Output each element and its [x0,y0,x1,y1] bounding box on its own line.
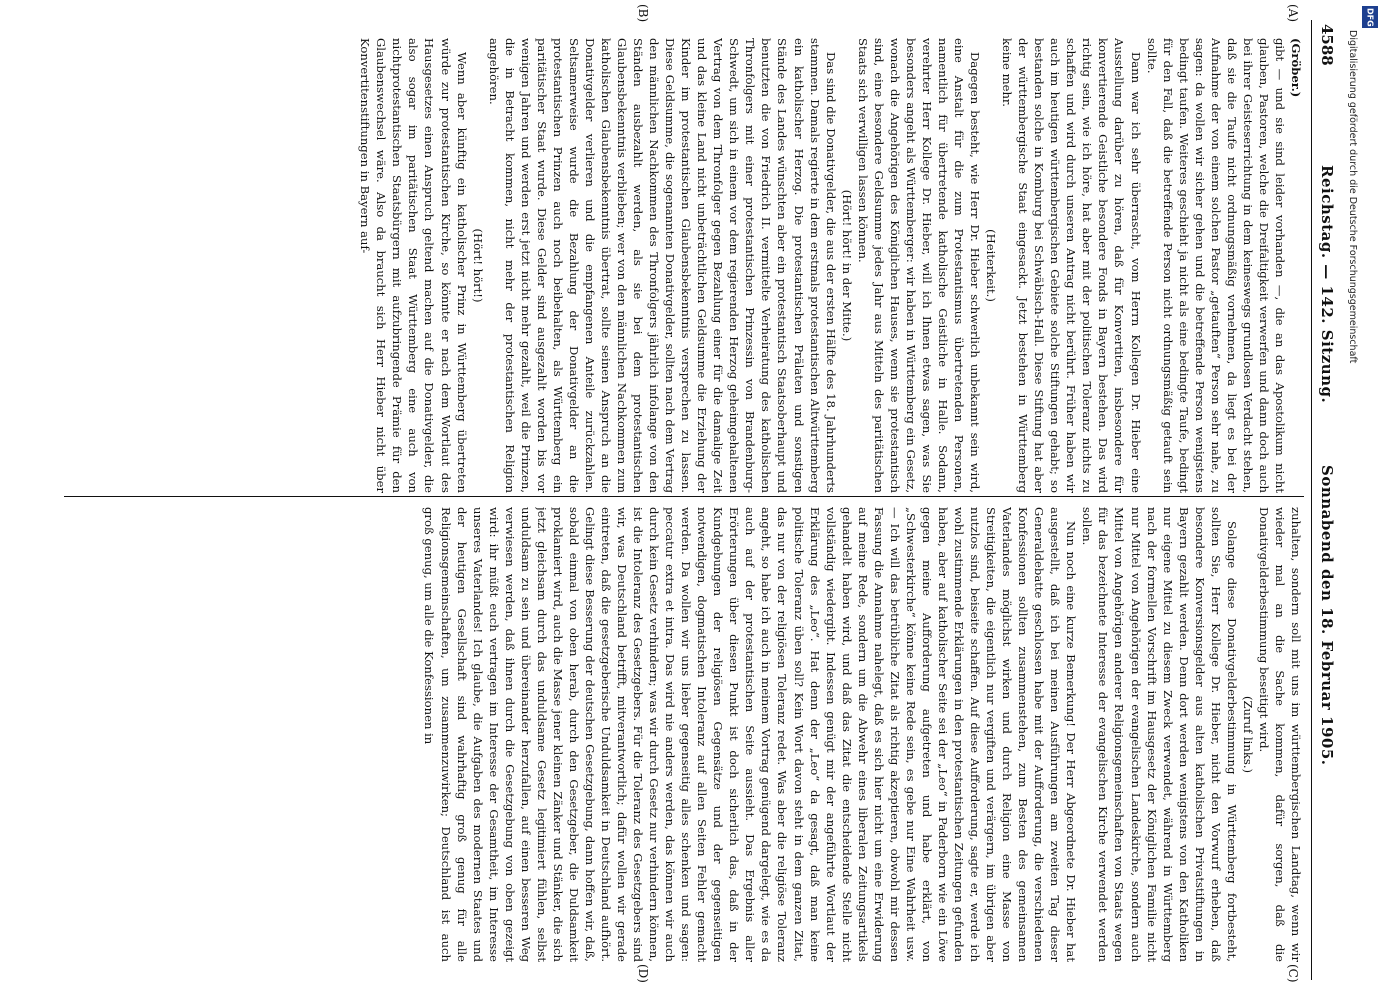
dfg-logo: DFG [1362,6,1378,28]
margin-marker-d: (D) [636,964,650,983]
speaker-label: (Gröber.) [1289,38,1303,98]
margin-marker-c: (C) [1286,964,1300,983]
digitization-note: Digitalisierung gefördert durch die Deutsche Forschungsgemeinschaft [1347,30,1358,364]
page-number: 4588 [1318,24,1336,66]
session-date: Sonnabend den 18. Februar 1905. [1318,465,1336,766]
interjection: (Heiterkeit.) [984,229,999,302]
document-page [50,4,1340,983]
paragraph: Dagegen besteht, wie Herr Dr. Hieber schwerlich unbekannt sein wird, eine Anstalt für die zum Protestantismus übertretenden Personen, namentlich für übertretende katholische Geistliche in Halle. Sodann, verehrter Herr Kollege Dr. Hieber, will ich Ihnen etwas sagen, was Sie besonders angeht als Württemberger: wir haben in Württemberg ein Gesetz, wonach die Angehörigen des Königlichen Hauses, wenn sie protestantisch sind, eine besondere Geldsumme jedes Jahr aus Mitteln des paritätischen Staats sich verwilligen lassen können. [855,38,983,493]
right-column [64,507,1304,962]
interjection: (Hört! hört! in der Mitte.) [839,189,854,342]
paragraph: Dann war ich sehr überrascht, vom Herrn Kollegen Dr. Hieber eine Ausstellung darüber zu hören, daß für Konvertiten, insbesondere für konvertierende Geistliche besondere Fonds in Bayern bestehen. Das wird richtig sein, wie ich höre, hat aber mit der politischen Toleranz nichts zu schaffen und wird durch unseren Antrag nicht berührt. Früher haben wir auch im heutigen württembergischen Gebiete solche Stiftungen gehabt; so bestanden solche in Komburg bei Schwäbisch-Hall. Diese Stiftung hat aber der württembergische Staat eingesackt. Jetzt bestehen in Württemberg keine mehr. [1000,38,1143,493]
interjection: (Zuruf links.) [1240,695,1255,774]
column-divider [64,496,1304,497]
session-title: Reichstag. — 142. Sitzung. [1318,165,1336,404]
paragraph: Nun noch eine kurze Bemerkung! Der Herr Abgeordnete Dr. Hieber hat ausgestellt, daß ich bei meinen Ausführungen am zweiten Tag dieser Generaldebatte geschlossen habe mit der Aufforderung, die verschiedenen Konfessionen sollten zusammenstehen, zum Besten des gemeinsamen Vaterlandes möglichst wirken und durch Religion eine Masse von Streitigkeiten, die eigentlich nur vergiften und verärgern, im übrigen aber nutzlos sind, beiseite schaffen. Auf diese Aufforderung, sagte er, werde ich wohl zustimmende Erklärungen in den protestantischen Zeitungen gefunden haben, aber auf katholischer Seite sei der „Leo“ in Paderborn wie ein Löwe gegen meine Aufforderung aufgetreten und habe erklärt, von „Schwesterkirche“ könne keine Rede sein, es gebe nur Eine Wahrheit usw. — Ich will das betrübliche Zitat als richtig akzeptieren, obwohl mir dessen Fassung die Annahme nahelegt, daß es sich hier nicht um eine Erwiderung auf meine Rede, sondern um die Abwehr eines liberalen Zeitungsartikels gehandelt haben wird, und daß das Zitat die entscheidende Stelle nicht vollständig wiedergibt. Indessen genügt mir der angeführte Wortlaut der Erklärung des „Leo“. Hat denn der „Leo“ da gesagt, daß man keine politische Toleranz üben soll? Kein Wort davon steht in dem ganzen Zitat, das nur von der religiösen Toleranz redet. Was aber die religiöse Toleranz angeht, so habe ich auch in meinem Vortrag genügend dargelegt, wie es da auch auf der protestantischen Seite aussieht. Das Ergebnis aller Erörterungen über diesen Punkt ist doch sicherlich das, daß in der Kundgebungen der religiösen Gegensätze und der gegenseitigen notwendigen, dogmatischen Intoleranz auf allen Seiten Fehler gemacht werden. Da wollen wir uns lieber gegenseitig alles schenken und sagen: peccatur extra et intra. Das wird nie anders werden, das können wir auch durch kein Gesetz verhindern; was wir durch Gesetz nur verhindern können, ist die Intoleranz des Gesetzgebers. Für die Toleranz des Gesetzgebers sind wir, was Deutschland betrifft, mitverantwortlich; dafür wollen wir gerade eintreten, daß die gesetzgeberische Unduldsamkeit in Deutschland aufhört. Gelingt diese Besserung der deutschen Gesetzgebung, dann hoffen wir, daß, sobald einmal von oben herab, durch den Gesetzgeber, die Duldsamkeit proklamiert wird, auch die Masse jener kleinen Zänker und Stänker, die sich jetzt gleichsam durch das unduldsame Gesetz legitimiert fühlen, selbst unduldsam zu sein und übereinander herzufallen, auf einen besseren Weg verwiesen werden, daß ihnen durch die Gesetzgebung von oben gezeigt wird: ihr müßt euch vertragen im Interesse der Gesamtheit, im Interesse unseres Vaterlandes! Ich glaube, die Aufgaben des modernen Staates und der heutigen Gesellschaft sind wahrhaftig groß genug für alle Religionsgemeinschaften, um zusammenzuwirken; Deutschland ist auch groß genug, um alle die Konfessionen in [422,507,1079,962]
paragraph: Das sind die Donativgelder, die aus der ersten Hälfte des 18. Jahrhunderts stammen. Damals regierte in dem erstmals protestantischen Altwürttemberg ein katholischer Herzog. Die protestantischen Prälaten und sonstigen Stände des Landes wünschten aber ein protestantisch Staatsoberhaupt und benutzten die von Friedrich II. vermittelte Verheiratung des katholischen Thronfolgers mit einer protestantischen Prinzessin von Brandenburg-Schwedt, um sich in einem vor dem regierenden Herzog geheimgehaltenen Vertrag von dem Thronfolger gegen Bezahlung einer für die damalige Zeit und das kleine Land nicht unbeträchtlichen Geldsumme die Erziehung der Kinder im protestantischen Glaubensbekenntnis versprechen zu lassen. Diese Geldsumme, die sogenannten Donativgelder, sollten nach dem Vertrag den männlichen Nachkommen des Thronfolgers jährlich infolange von den Ständen ausbezahlt werden, als sie bei dem protestantischen Glaubensbekenntnis verblieben; wer von den männlichen Nachkommen zum katholischen Glaubensbekenntnis übertrat, sollte seinen Anspruch an die Donativgelder verlieren und die empfangenen Anteile zurückzahlen. Seltsamerweise wurde die Bezahlung der Donativgelder an die protestantischen Prinzen auch noch beibehalten, als Württemberg ein paritätischer Staat wurde. Diese Gelder sind ausgezahlt worden bis vor wenigen Jahren und werden erst jetzt nicht mehr gezahlt, weil die Prinzen, die in Betracht kommen, nicht mehr der protestantischen Religion angehören. [486,38,838,493]
left-column [64,38,1304,493]
interjection: (Hört! hört!) [470,228,485,303]
paragraph: Wenn aber künftig ein katholischer Prinz in Württemberg übertreten würde zur protestantischen Kirche, so könnte er nach dem Wortlaut des Hausgesetzes einen Anspruch geltend machen auf die Donativgelder, die also sogar im paritätischen Staat Württemberg eine auch von nichtprotestantischen Staatsbürgern mit aufzubringende Prämie für den Glaubenswechsel wäre. Also da braucht sich Herr Hieber nicht über Konvertitenstiftungen in Bayern auf- [358,38,469,493]
margin-marker-a: (A) [1286,4,1300,23]
paragraph: zuhalten, sondern soll mit uns im württembergischen Landtag, wenn wir wieder mal an die Sache kommen, dafür sorgen, daß die Donativgelderbestimmung beseitigt wird. [1256,507,1303,962]
paragraph: Solange diese Donativgelderbestimmung in Württemberg fortbesteht, sollten Sie, Herr Kollege Dr. Hieber, nicht den Vorwurf erheben, daß besondere Konversionsgelder aus alten katholischen Privatstiftungen in Bayern gezahlt werden. Denn dort werden wenigstens von den Katholiken nur eigene Mittel zu diesem Zweck verwendet, während in Württemberg nach der formellen Vorschrift im Hausgesetz der Königlichen Familie nicht nur Mittel von Angehörigen der evangelischen Landeskirche, sondern auch Mittel von Angehörigen anderer Religionsgemeinschaften von Staats wegen für das bezeichnete Interesse der evangelischen Kirche verwendet werden sollen. [1080,507,1239,962]
page-header [1311,20,1340,980]
paragraph: gibt — und sie sind leider vorhanden —, die an das Apostolikum nicht glauben, Pastoren, welche die Dreifaltigkeit verwerfen und dann doch auch bei ihrer Geisteserrichtung in dem keineswegs grundlosen Verdacht stehen, daß sie die Taufe nicht ordnungsmäßig vornehmen, da liegt es bei der Aufnahme der von einem solchen Pastor „getauften“ Person sehr nahe, zu sagen: da wollen wir sicher gehen und die betreffende Person wenigstens bedingt taufen. Weiteres geschieht ja nicht als eine bedingte Taufe, bedingt für den Fall, daß die betreffende Person nicht ordnungsmäßig getauft sein sollte. [1144,38,1287,493]
margin-marker-b: (B) [636,4,650,23]
